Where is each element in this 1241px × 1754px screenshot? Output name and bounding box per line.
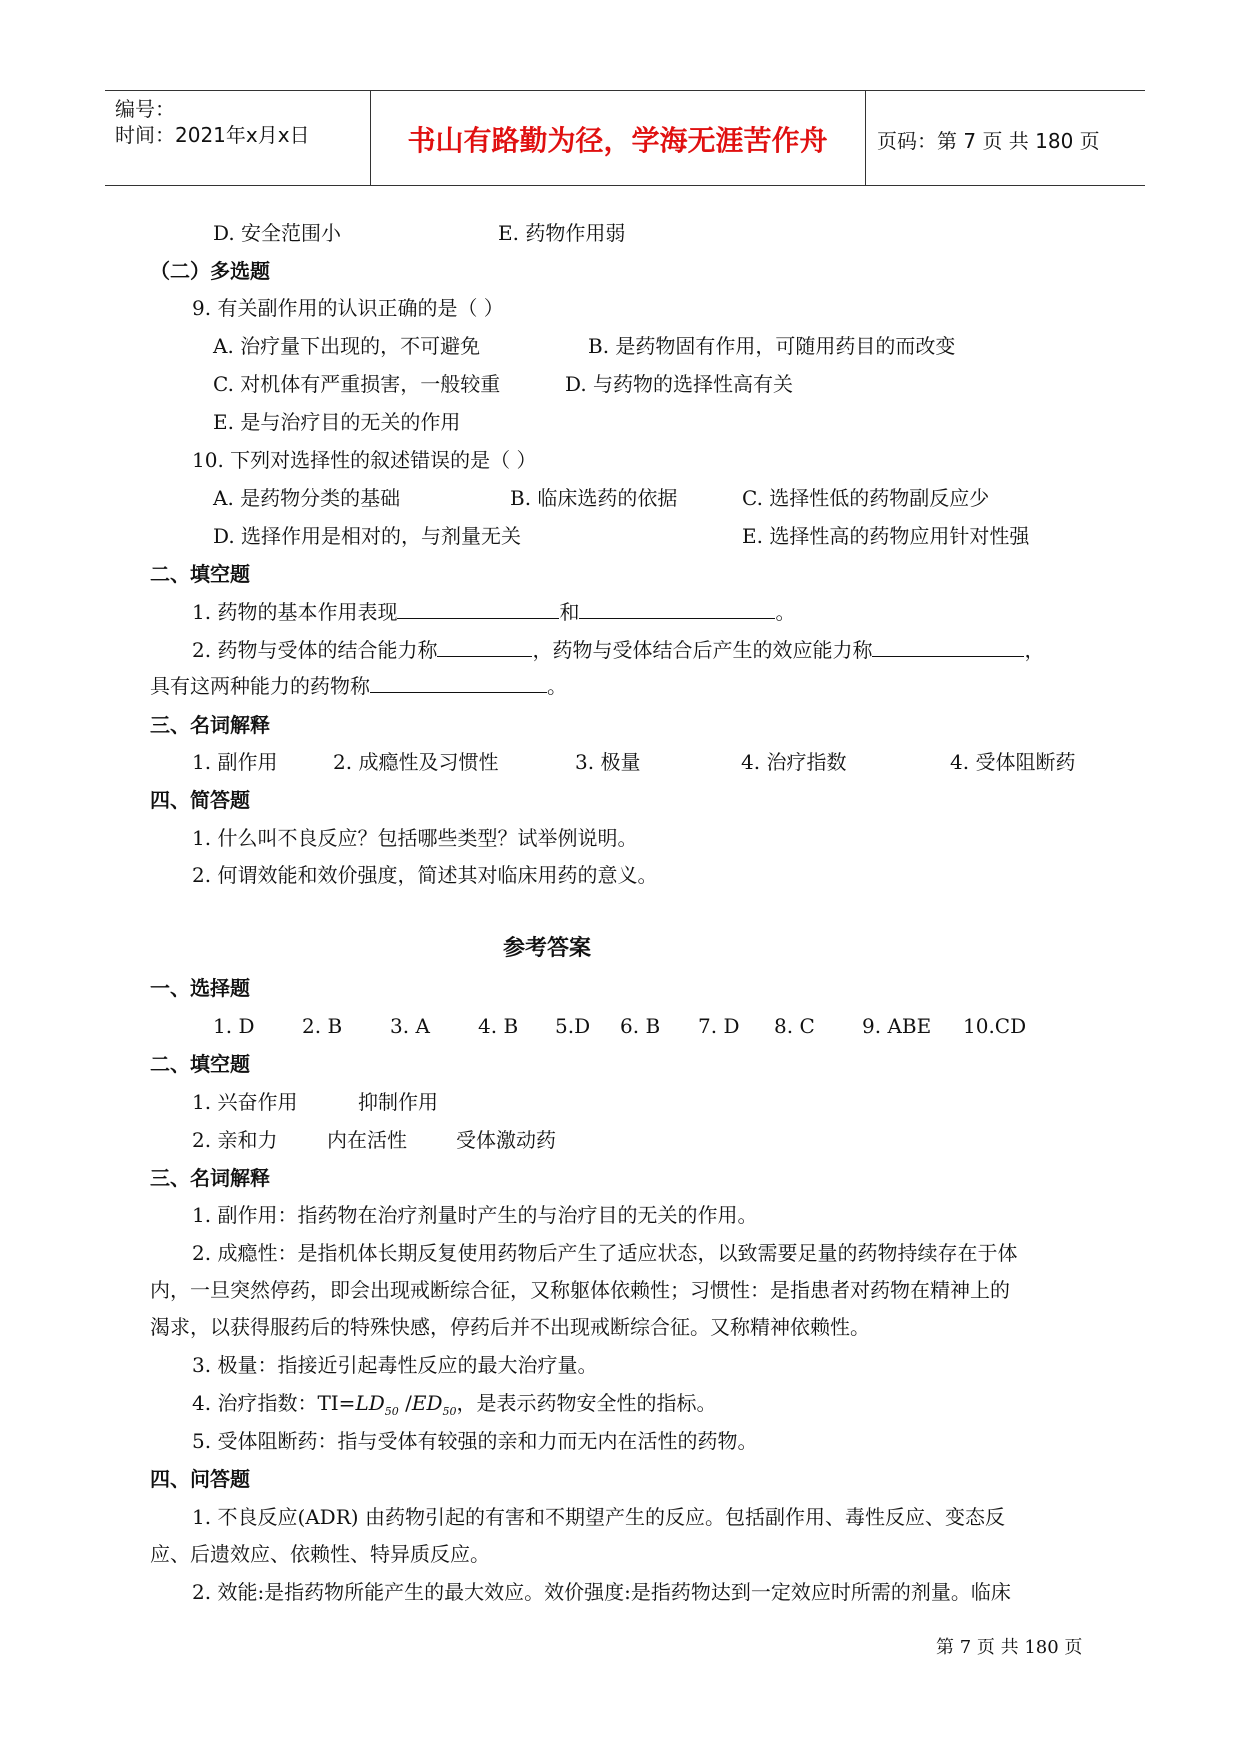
motto: 书山有路勤为径，学海无涯苦作舟 xyxy=(407,124,828,157)
answer-choice: 1. D xyxy=(213,1014,255,1038)
multi-choice-heading: （二）多选题 xyxy=(150,259,270,283)
answer-term-4-tail: ，是表示药物安全性的指标。 xyxy=(456,1391,717,1415)
answer-choice: 6. B xyxy=(620,1014,661,1038)
ed-subscript: 50 xyxy=(442,1405,457,1418)
q8-option-e: E. 药物作用弱 xyxy=(498,221,626,245)
answer-fill-1b: 抑制作用 xyxy=(358,1090,438,1114)
terms-heading: 三、名词解释 xyxy=(150,713,270,737)
time-label: 时间：2021年x月x日 xyxy=(115,123,310,147)
fill-2-text-d: 具有这两种能力的药物称 xyxy=(150,674,370,698)
fill-2-blank-3 xyxy=(370,674,547,693)
fill-2-text-e: 。 xyxy=(547,674,567,698)
answer-choice: 3. A xyxy=(390,1014,430,1038)
ld-symbol: LD xyxy=(355,1391,385,1415)
term-item: 4. 受体阻断药 xyxy=(950,750,1076,774)
q9-stem: 9. 有关副作用的认识正确的是（ ） xyxy=(192,296,504,320)
q9-option-e: E. 是与治疗目的无关的作用 xyxy=(213,410,461,434)
answer-qa-1-line1: 1. 不良反应(ADR) 由药物引起的有害和不期望产生的反应。包括副作用、毒性反应、变态反 xyxy=(192,1505,1005,1529)
answer-fill-2a: 2. 亲和力 xyxy=(192,1128,278,1152)
answer-term-3: 3. 极量：指接近引起毒性反应的最大治疗量。 xyxy=(192,1353,598,1377)
fill-2-blank-2 xyxy=(872,638,1024,657)
answer-choice: 4. B xyxy=(478,1014,519,1038)
q10-option-c: C. 选择性低的药物副反应少 xyxy=(742,486,990,510)
answers-choice-heading: 一、选择题 xyxy=(150,976,250,1000)
fill-question-2 xyxy=(192,636,1044,664)
fill-2-blank-1 xyxy=(437,638,532,657)
header-motto-cell xyxy=(370,91,866,185)
answer-fill-2c: 受体激动药 xyxy=(456,1128,556,1152)
q9-option-b: B. 是药物固有作用，可随用药目的而改变 xyxy=(588,334,956,358)
answer-term-4 xyxy=(192,1389,717,1426)
ed-symbol: ED xyxy=(411,1391,443,1415)
serial-label: 编号： xyxy=(115,97,175,121)
fill-question-1 xyxy=(192,598,795,626)
header-info-cell xyxy=(105,91,371,185)
answer-choice: 5.D xyxy=(555,1014,591,1038)
q10-option-d: D. 选择作用是相对的，与剂量无关 xyxy=(213,524,522,548)
answers-fill-heading: 二、填空题 xyxy=(150,1052,250,1076)
term-item: 4. 治疗指数 xyxy=(741,750,847,774)
fill-1-blank-1 xyxy=(397,600,559,619)
answer-qa-2-line1: 2. 效能:是指药物所能产生的最大效应。效价强度:是指药物达到一定效应时所需的剂量。临床 xyxy=(192,1580,1011,1604)
answers-title: 参考答案 xyxy=(503,936,592,961)
fill-1-text-b: 和 xyxy=(559,600,580,624)
q10-option-e: E. 选择性高的药物应用针对性强 xyxy=(742,524,1030,548)
q10-stem: 10. 下列对选择性的叙述错误的是（ ） xyxy=(192,448,537,472)
answer-choice: 2. B xyxy=(302,1014,343,1038)
answer-choice: 10.CD xyxy=(963,1014,1027,1038)
term-item: 1. 副作用 xyxy=(192,750,278,774)
answer-choice: 7. D xyxy=(698,1014,740,1038)
answer-term-4-text: 4. 治疗指数：TI= xyxy=(192,1391,356,1415)
q10-option-a: A. 是药物分类的基础 xyxy=(213,486,401,510)
fill-2-text-c: ， xyxy=(1024,638,1045,662)
q9-option-a: A. 治疗量下出现的，不可避免 xyxy=(213,334,481,358)
answers-terms-heading: 三、名词解释 xyxy=(150,1166,270,1190)
ld-subscript: 50 xyxy=(384,1405,399,1418)
header-page-cell xyxy=(865,91,1145,185)
answer-choice: 9. ABE xyxy=(862,1014,932,1038)
ratio-slash: / xyxy=(398,1391,412,1415)
term-item: 2. 成瘾性及习惯性 xyxy=(333,750,499,774)
answers-qa-heading: 四、问答题 xyxy=(150,1467,250,1491)
answer-term-1: 1. 副作用：指药物在治疗剂量时产生的与治疗目的无关的作用。 xyxy=(192,1203,758,1227)
answer-fill-1a: 1. 兴奋作用 xyxy=(192,1090,298,1114)
answer-fill-2b: 内在活性 xyxy=(327,1128,407,1152)
fill-1-text-c: 。 xyxy=(775,600,796,624)
answer-term-5: 5. 受体阻断药：指与受体有较强的亲和力而无内在活性的药物。 xyxy=(192,1429,758,1453)
q10-option-b: B. 临床选药的依据 xyxy=(510,486,678,510)
short-answer-heading: 四、简答题 xyxy=(150,788,250,812)
fill-blank-heading: 二、填空题 xyxy=(150,562,250,586)
answer-term-2-line3: 渴求，以获得服药后的特殊快感，停药后并不出现戒断综合征。又称精神依赖性。 xyxy=(150,1315,870,1339)
q9-option-c: C. 对机体有严重损害，一般较重 xyxy=(213,372,501,396)
term-item: 3. 极量 xyxy=(575,750,641,774)
q9-option-d: D. 与药物的选择性高有关 xyxy=(565,372,794,396)
page-footer: 第 7 页 共 180 页 xyxy=(936,1637,1083,1658)
short-question-1: 1. 什么叫不良反应？包括哪些类型？试举例说明。 xyxy=(192,826,638,850)
fill-1-blank-2 xyxy=(579,600,775,619)
answer-qa-1-line2: 应、后遗效应、依赖性、特异质反应。 xyxy=(150,1542,490,1566)
answer-choice: 8. C xyxy=(774,1014,815,1038)
answer-term-2-line1: 2. 成瘾性：是指机体长期反复使用药物后产生了适应状态，以致需要足量的药物持续存在于体 xyxy=(192,1241,1018,1265)
short-question-2: 2. 何谓效能和效价强度，简述其对临床用药的意义。 xyxy=(192,863,658,887)
header-page-number: 页码：第 7 页 共 180 页 xyxy=(877,129,1100,153)
fill-2-text-a: 2. 药物与受体的结合能力称 xyxy=(192,638,438,662)
fill-question-2-cont xyxy=(150,672,567,700)
answer-term-2-line2: 内，一旦突然停药，即会出现戒断综合征，又称躯体依赖性；习惯性：是指患者对药物在精神上的 xyxy=(150,1278,1010,1302)
q8-option-d: D. 安全范围小 xyxy=(213,221,342,245)
fill-2-text-b: ，药物与受体结合后产生的效应能力称 xyxy=(532,638,873,662)
page-header xyxy=(105,90,1145,186)
fill-1-text-a: 1. 药物的基本作用表现 xyxy=(192,600,398,624)
